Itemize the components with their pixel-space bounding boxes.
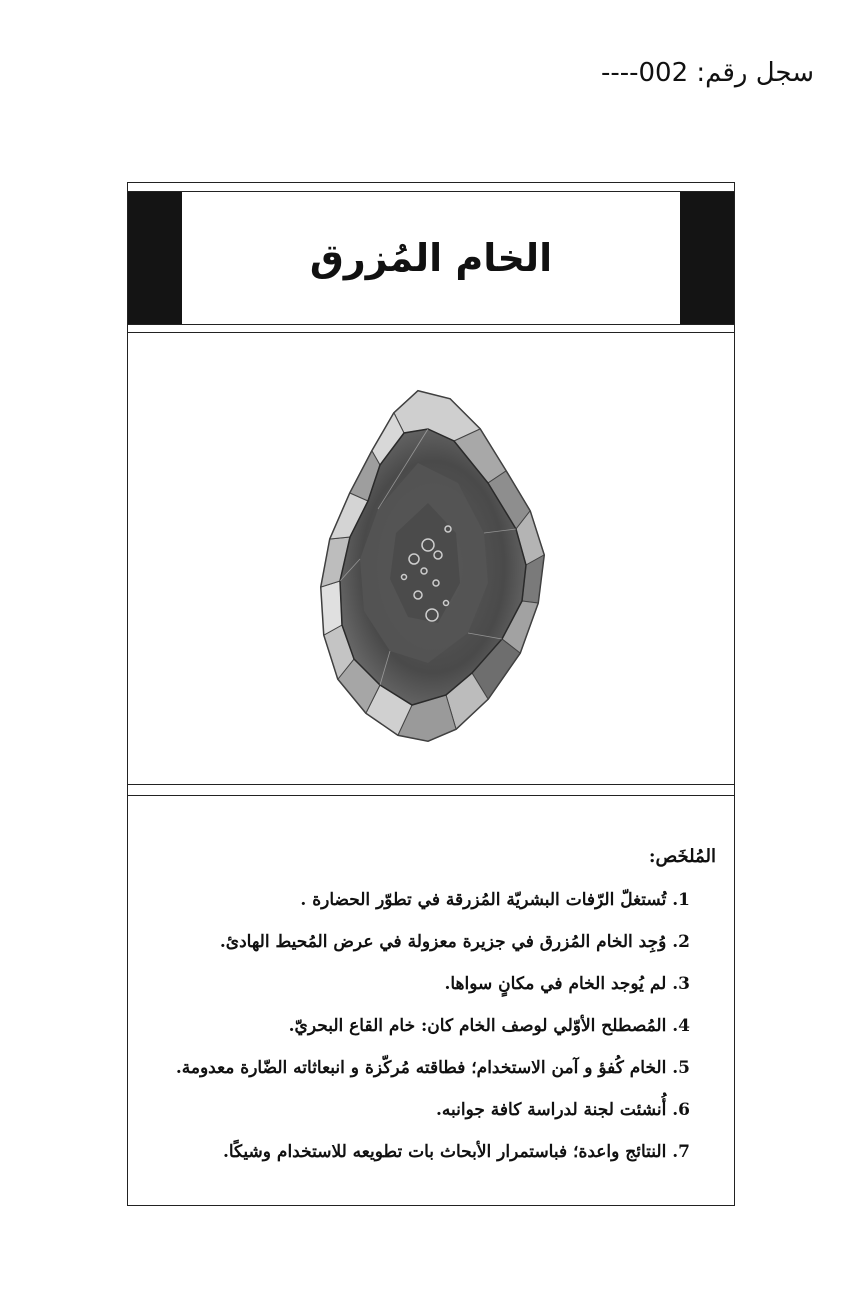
list-item: 4. المُصطلح الأوّلي لوصف الخام كان: خام القاع البحريّ.: [288, 1016, 690, 1036]
document-card: [127, 182, 735, 1206]
banner-right-bar: [680, 192, 734, 324]
banner-left-bar: [128, 192, 182, 324]
list-item: 6. أُنشئت لجنة لدراسة كافة جوانبه.: [435, 1100, 690, 1120]
page-title: الخام المُزرق: [309, 236, 553, 280]
summary-list: [148, 879, 716, 1173]
list-item: 5. الخام كُفؤ و آمن الاستخدام؛ فطاقته مُركّزة و انبعاثاته الضّارة معدومة.: [175, 1058, 690, 1078]
list-item: 1. تُستغلّ الرّفات البشريّة المُزرقة في تطوّر الحضارة .: [300, 890, 690, 910]
list-item: 7. النتائج واعدة؛ فباستمرار الأبحاث بات تطويعه للاستخدام وشيكًا.: [222, 1142, 690, 1162]
divider: [128, 784, 734, 785]
summary-section: [148, 843, 716, 1173]
ore-illustration-panel: [128, 333, 734, 783]
list-item: 2. وُجِد الخام المُزرق في جزيرة معزولة في عرض المُحيط الهادئ.: [219, 932, 690, 952]
summary-heading: المُلخَص:: [648, 846, 716, 867]
record-number: سجل رقم: 002----: [600, 58, 814, 88]
list-item: 3. لم يُوجد الخام في مكانٍ سواها.: [444, 974, 690, 994]
divider: [128, 795, 734, 796]
title-banner: [128, 191, 734, 325]
blue-ore-crystal-icon: [128, 333, 734, 783]
